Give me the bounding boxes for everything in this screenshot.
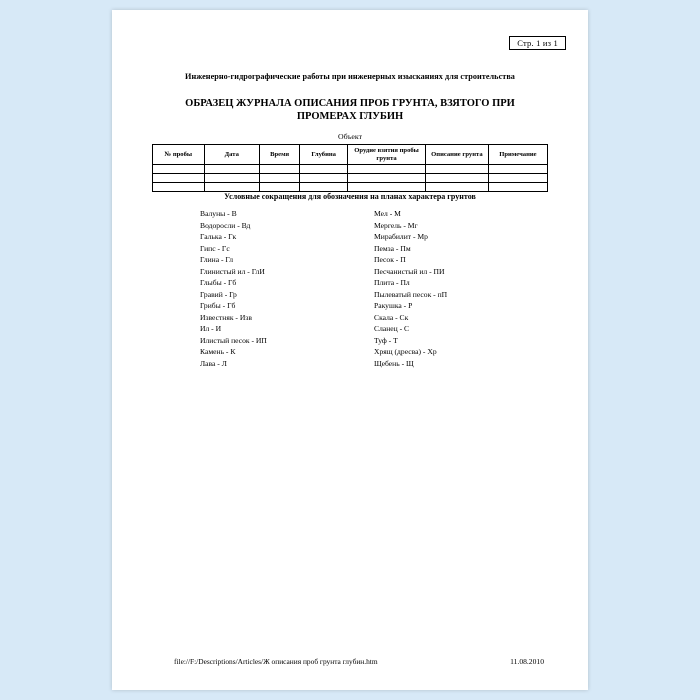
table-cell bbox=[488, 183, 547, 192]
table-cell bbox=[204, 183, 259, 192]
list-item: Ил - И bbox=[200, 324, 222, 334]
list-item: Щебень - Щ bbox=[374, 358, 414, 368]
list-item: Хрящ (дресва) - Хр bbox=[374, 347, 437, 357]
list-item: Водоросли - Вд bbox=[200, 220, 251, 230]
list-item: Песчанистый ил - ПИ bbox=[374, 266, 445, 276]
column-header-sample-number: № пробы bbox=[153, 145, 205, 165]
object-label: Объект bbox=[338, 132, 362, 141]
list-item: Песок - П bbox=[374, 255, 406, 265]
list-item: Камень - К bbox=[200, 347, 236, 357]
column-header-date: Дата bbox=[204, 145, 259, 165]
table-cell bbox=[259, 183, 299, 192]
list-item: Сланец - С bbox=[374, 324, 410, 334]
table-row bbox=[153, 165, 548, 174]
list-item: Ракушка - Р bbox=[374, 301, 413, 311]
list-item: Глинистый ил - ГлИ bbox=[200, 266, 265, 276]
journal-table-head bbox=[153, 145, 548, 165]
column-header-time: Время bbox=[259, 145, 299, 165]
list-item: Илистый песок - ИП bbox=[200, 335, 267, 345]
abbreviations-columns bbox=[200, 208, 530, 369]
list-item: Мирабилит - Мр bbox=[374, 232, 428, 242]
table-cell bbox=[259, 174, 299, 183]
table-row bbox=[153, 183, 548, 192]
abbreviations-right-column bbox=[374, 208, 524, 369]
list-item: Мел - М bbox=[374, 209, 401, 218]
journal-table-body bbox=[153, 165, 548, 192]
table-cell bbox=[300, 165, 348, 174]
footer-date: 11.08.2010 bbox=[510, 657, 544, 666]
table-cell bbox=[153, 183, 205, 192]
abbreviations-heading: Условные сокращения для обозначения на планах характера грунтов bbox=[224, 192, 476, 201]
table-cell bbox=[259, 165, 299, 174]
list-item: Пемза - Пм bbox=[374, 243, 411, 253]
list-item: Гипс - Гс bbox=[200, 243, 230, 253]
list-item: Плита - Пл bbox=[374, 278, 410, 288]
list-item: Лава - Л bbox=[200, 358, 227, 368]
abbreviations-left-column bbox=[200, 208, 350, 369]
table-cell bbox=[300, 183, 348, 192]
document-page bbox=[112, 10, 588, 690]
table-cell bbox=[204, 165, 259, 174]
table-cell bbox=[153, 165, 205, 174]
list-item: Валуны - В bbox=[200, 209, 237, 218]
table-row bbox=[153, 174, 548, 183]
document-title: ОБРАЗЕЦ ЖУРНАЛА ОПИСАНИЯ ПРОБ ГРУНТА, ВЗЯТОГО ПРИ ПРОМЕРАХ ГЛУБИН bbox=[185, 98, 515, 122]
table-cell bbox=[348, 183, 426, 192]
table-header-row bbox=[153, 145, 548, 165]
column-header-soil-description: Описание грунта bbox=[425, 145, 488, 165]
list-item: Туф - Т bbox=[374, 335, 398, 345]
column-header-notes: Примечание bbox=[488, 145, 547, 165]
table-cell bbox=[488, 165, 547, 174]
list-item: Мергель - Мг bbox=[374, 220, 418, 230]
table-cell bbox=[425, 183, 488, 192]
column-header-depth: Глубина bbox=[300, 145, 348, 165]
list-item: Грибы - Гб bbox=[200, 301, 236, 311]
document-subtitle: Инженерно-гидрографические работы при инженерных изысканиях для строительства bbox=[185, 72, 515, 81]
footer-file-path: file://F:/Descriptions/Articles/Ж описания проб грунта глубин.htm bbox=[174, 657, 378, 666]
table-cell bbox=[425, 174, 488, 183]
list-item: Галька - Гк bbox=[200, 232, 237, 242]
table-cell bbox=[348, 174, 426, 183]
page-content bbox=[112, 10, 588, 690]
journal-table bbox=[152, 144, 548, 192]
column-header-sampling-tool: Орудие взятия пробы грунта bbox=[348, 145, 426, 165]
list-item: Глыбы - Гб bbox=[200, 278, 237, 288]
list-item: Известняк - Изв bbox=[200, 312, 252, 322]
table-cell bbox=[204, 174, 259, 183]
list-item: Скала - Ск bbox=[374, 312, 409, 322]
list-item: Пылеватый песок - пП bbox=[374, 289, 448, 299]
list-item: Гравий - Гр bbox=[200, 289, 237, 299]
table-cell bbox=[488, 174, 547, 183]
table-cell bbox=[348, 165, 426, 174]
table-cell bbox=[153, 174, 205, 183]
table-cell bbox=[425, 165, 488, 174]
list-item: Глина - Гл bbox=[200, 255, 234, 265]
page-indicator: Стр. 1 из 1 bbox=[509, 36, 566, 50]
table-cell bbox=[300, 174, 348, 183]
